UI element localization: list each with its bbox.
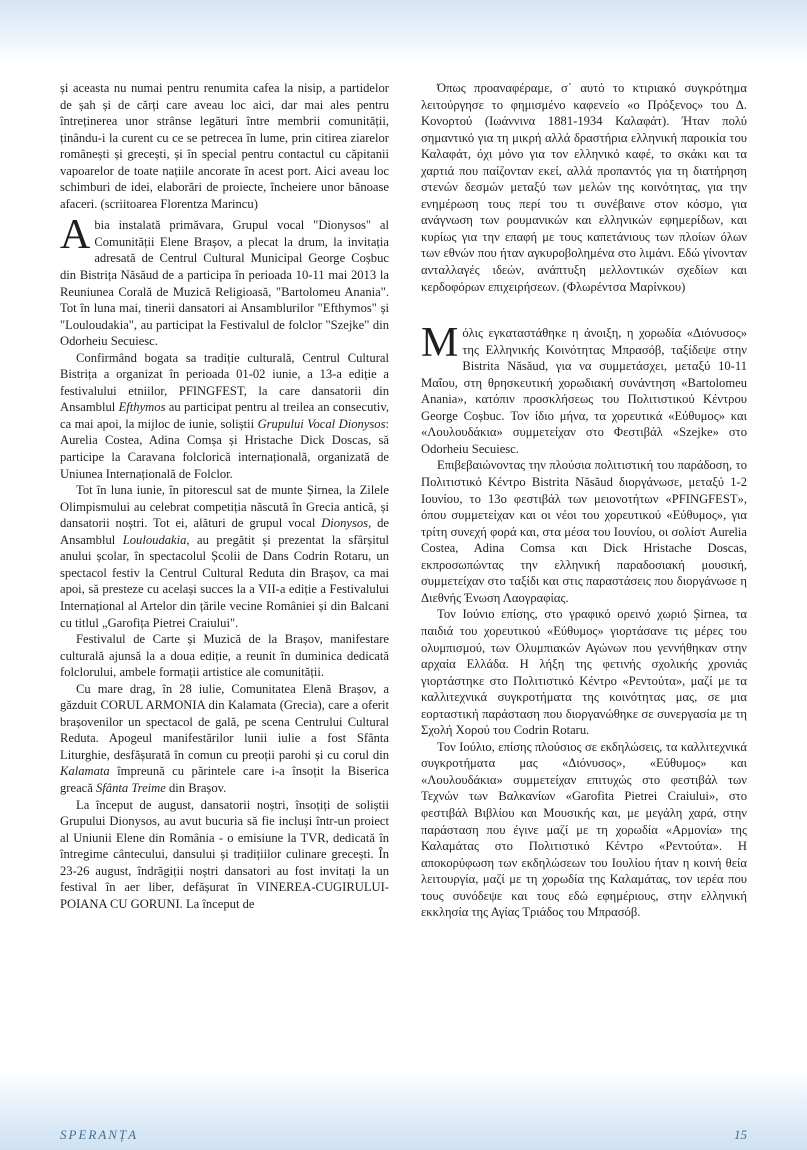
page-number: 15 [734, 1127, 747, 1142]
drop-cap-greek: Μ [421, 320, 459, 367]
greek-column [421, 80, 747, 921]
gr-paragraph-5: Τον Ιούλιο, επίσης πλούσιος σε εκδηλώσεις, τα καλλιτεχνικά συγκροτήματα μας «Διόνυσος», «Εύθυμος» και «Λουλουδάκια» συμμετείχαν επιτυχώς στο φεστιβάλ των Τεχνών των Βαλκανίων «Garofita Pietrei Craiului», στο φεστιβάλ Βιβλίου και Μουσικής και, με μεγάλη χαρά, στην παράσταση που έγινε μαζί με τη χορωδία «Αρμονία» της Καλαμάτας στο Πολιτιστικό Κέντρο «Ρεντούτα». Η αποκορύφωση των εκδηλώσεων του Ιουλίου ήταν η κοινή θεία λειτουργία, μαζί με τη χορωδία της Καλαμάτας, τον ιερέα που τους συνόδεψε και τους εδώ εφημέριους, στην ελληνική εκκλησία της Αγίας Τριάδος του Μπρασόβ. [421, 739, 747, 920]
gr-paragraph-1: Όπως προαναφέραμε, σ᾽ αυτό το κτιριακό συγκρότημα λειτούργησε το φημισμένο καφενείο «ο Πρόξενος» του Δ. Κονορτού (Ιωάννινα 1881-1934 Καλαφάτ). Ήταν πολύ σημαντικό για τη μικρή αλλά δραστήρια ελληνική παροικία του Καλαφάτ, όχι μόνο για τον ελληνικό καφέ, το σκάκι και τα χαρτιά που παίζονταν εκεί, αλλά προπαντός για τη διατήρηση στενών δεσμών μεταξύ των μελών της κοινότητας, για την ενημέρωση τους περί του τι συνέβαινε στον κόσμο, για ανάγνωση των ρουμανικών και ελληνικών εφημερίδων, και κυρίως για την επαφή με τους καπετάνιους των πλοίων όλων των εθνών που ήταν αγκυροβολημένα στο λιμάνι. Εδώ γίνονταν ανταλλαγές ιδεών, ανάπτυξη μελλοντικών σχεδίων και κερδοφόρων επιχειρήσεων. (Φλωρέντσα Μαρίνκου) [421, 81, 747, 294]
header-band [0, 0, 807, 62]
ro-paragraph-3: Confirmând bogata sa tradiție culturală, Centrul Cultural Bistrița a organizat în perioada 01-02 iunie, a 13-a ediție a festivalului etniilor, PFINGFEST, la care dansatorii din Ansamblul Efthymos au participat pentru al treilea an consecutiv, ca mai apoi, la mijloc de iunie, soliștii Grupului Vocal Dionysos: Aurelia Costea, Adina Comșa și Hristache Dick Doscas, să participe la Caravana folclorică internațională, organizată de Uniunea Internațională de Folclor. [60, 350, 390, 481]
ro-paragraph-4: Tot în luna iunie, în pitorescul sat de munte Șirnea, la Zilele Olimpismului au celebrat competiția născută în Grecia antică, și dansatorii noștri. Tot ei, alături de grupul vocal Dionysos, de Ansamblul Louloudakia, au pregătit și prezentat la sfârșitul anului școlar, în spectacolul Școlii de Dans Codrin Rotaru, un spectacol festiv la Centrul Cultural Reduta din Brașov, ca mai apoi, să presteze cu același succes la a VII-a ediție a Festivalului Internațional al Artelor din țările vecine României și din Balcani cu titlul „Garofița Pietrei Craiului". [60, 483, 389, 630]
magazine-title: SPERANȚA [60, 1127, 139, 1142]
drop-cap: A [60, 212, 91, 259]
ro-paragraph-7: La început de august, dansatorii noștri, însoțiți de soliștii Grupului Dionysos, au avut bucuria să fie incluși într-un proiect al Uniunii Elene din România - o emisiune la TVR, dedicată în întregime cântecului, dansului și tradițiilor culinare grecești. În 23-26 august, îndrăgiții noștri dansatori au fost invitați la un festival în aer liber, defășurat în VINEREA-CUGIRULUI-POIANA CU GORUNI. La început de [60, 797, 389, 911]
gr-paragraph-2 [421, 320, 747, 457]
gr-paragraph-4: Τον Ιούνιο επίσης, στο γραφικό ορεινό χωριό Șirnea, τα παιδιά του χορευτικού «Εύθυμος» γιορτάσανε τις μέρες του ολυμπισμού, των Ολυμπιακών Αγώνων που γεννήθηκαν στην αρχαία Ελλάδα. Η λήξη της φετινής σχολικής χρονιάς γιορτάστηκε στο Πολιτιστικό Κέντρο «Ρεντούτα», μαζί με τα καλλιτεχνικά συγκροτήματα της κοινότητας μας, σε μια εορταστική παράσταση που διοργανώθηκε σε συνεργασία με τη Σχολή Χορού του Codrin Rotaru. [421, 607, 747, 738]
gr-paragraph-2-text: όλις εγκαταστάθηκε η άνοιξη, η χορωδία «Διόνυσος» της Ελληνικής Κοινότητας Μπρασόβ, ταξίδεψε στην Bistrita Năsăud, για να συμμετάσχει, μεταξύ 10-11 Μαΐου, στη θρησκευτική χορωδιακή συνάντηση «Bartolomeu Anania», κατόπιν προσκλήσεως του Πολιτιστικού Κέντρου George Coșbuc. Τον ίδιο μήνα, τα χορευτικά «Εύθυμος» και «Λουλουδάκια» συμμετείχαν στο Φεστιβάλ «Szejke» στο Odorheiu Secuiesc. [421, 326, 747, 456]
gr-paragraph-3: Επιβεβαιώνοντας την πλούσια πολιτιστική του παράδοση, το Πολιτιστικό Κέντρο Bistrita Năsăud διοργάνωσε, μεταξύ 1-2 Ιουνίου, το 13ο φεστιβάλ των μειονοτήτων «PFINGFEST», όπου συμμετείχαν και οι νέοι του χορευτικού «Εύθυμος», για τρίτη συνεχή φορά και, στα μέσα του Ιουνίου, οι σολίστ Aurelia Costea, Adina Comsa και Dick Hristache Doscas, εκπροσωπώντας την ελληνική παραδοσιακή μουσική, συμμετείχαν στο ταξίδι και στις παραστάσεις που διοργάνωσε η Διεθνής Ένωση Λαογραφίας. [421, 458, 747, 605]
ro-paragraph-5: Festivalul de Carte și Muzică de la Brașov, manifestare culturală ajunsă la a doua ediție, a reunit în duminica dedicată folclorului, ambele formații artistice ale comunității. [60, 632, 389, 680]
romanian-column [60, 80, 389, 912]
ro-paragraph-2 [60, 212, 389, 349]
ro-paragraph-1: și aceasta nu numai pentru renumita cafea la nisip, a partidelor de șah și de cărți care aveau loc aici, dar mai ales pentru întreținerea unor strânse legături între membrii comunității, ținându-i la curent cu ce se petrecea în lume, prin citirea ziarelor românești și grecești, și în special pentru contactul cu căpitanii vapoarelor de toate națiile ancorate în acest port. Aici aveau loc schimburi de idei, elaborări de proiecte, încheiere unor bănoase afaceri. (scriitoarea Florentza Marincu) [60, 81, 389, 211]
ro-paragraph-6: Cu mare drag, în 28 iulie, Comunitatea Elenă Brașov, a găzduit CORUL ARMONIA din Kalamata (Grecia), care a oferit brașovenilor un spectacol de gală, pe scena Centrului Cultural Reduta. Apogeul manifestărilor lunii iulie a fost Sfânta Liturghie, desfășurată în comun cu preoții parohi și cu corul din Kalamata împreună cu părintele care i-a însoțit la Biserica greacă Sfânta Treime din Brașov. [60, 681, 389, 795]
ro-paragraph-2-text: bia instalată primăvara, Grupul vocal "Dionysos" al Comunității Elene Brașov, a plecat la drum, la invitația adresată de Centrul Cultural Municipal George Coșbuc din Bistrița Năsăud de a participa în perioada 10-11 mai 2013 la Reuniunea Corală de Muzică Religioasă, "Bartolomeu Anania". Tot în luna mai, tinerii dansatori ai Ansamblurilor "Efthymos" și "Louloudakia", au participat la Festivalul de folclor "Szejke" din Odorheiu Secuiesc. [60, 218, 389, 349]
